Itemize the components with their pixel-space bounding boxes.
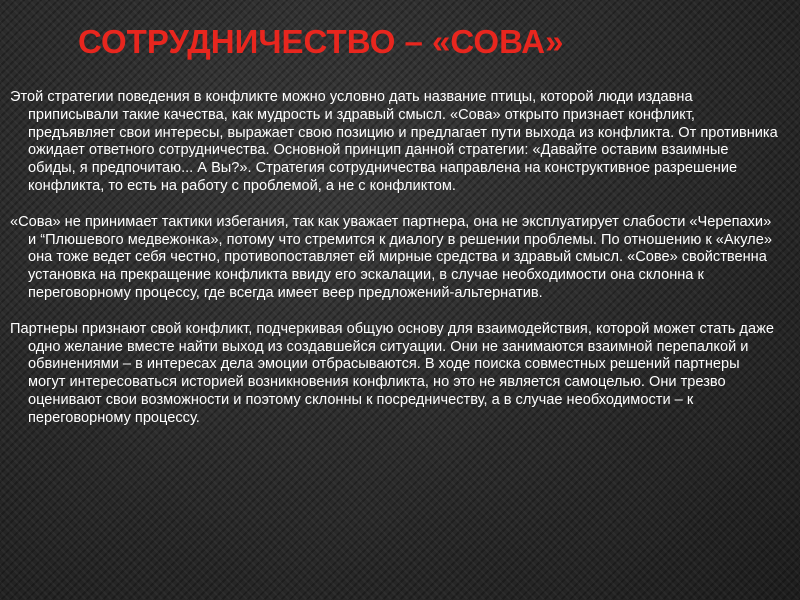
slide-body [10,89,780,446]
paragraph-1: Этой стратегии поведения в конфликте можно условно дать название птицы, которой люди издавна приписывали такие качества, как мудрость и здравый смысл. «Сова» открыто признает конфликт, предъявляет свои интересы, выражает свою позицию и предлагает пути выхода из конфликта. От противника ожидает ответного сотрудничества. Основной принцип данной стратегии: «Давайте оставим взаимные обиды, я предпочитаю... А Вы?». Стратегия сотрудничества направлена на конструктивное разрешение конфликта, то есть на работу с проблемой, а не с конфликтом. [10,89,778,194]
slide-title: СОТРУДНИЧЕСТВО – «СОВА» [78,23,564,60]
paragraph-2: «Сова» не принимает тактики избегания, так как уважает партнера, она не эксплуатирует слабости «Черепахи» и “Плюшевого медвежонка», потому что стремится к диалогу в решении проблемы. По отношению к «Акуле» она тоже ведет себя честно, противопоставляет ей мирные средства и здравый смысл. «Сове» свойственна установка на прекращение конфликта ввиду его эскалации, в случае необходимости она склонна к переговорному процессу, где всегда имеет веер предложений-альтернатив. [10,213,772,301]
paragraph-3: Партнеры признают свой конфликт, подчеркивая общую основу для взаимодействия, которой может стать даже одно желание вместе найти выход из создавшейся ситуации. Они не занимаются взаимной перепалкой и обвинениями – в интересах дела эмоции отбрасываются. В ходе поиска совместных решений партнеры могут интересоваться историей возникновения конфликта, но это не является самоцелью. Они трезво оценивают свои возможности и поэтому склонны к посредничеству, а в случае необходимости – к переговорному процессу. [10,320,774,426]
